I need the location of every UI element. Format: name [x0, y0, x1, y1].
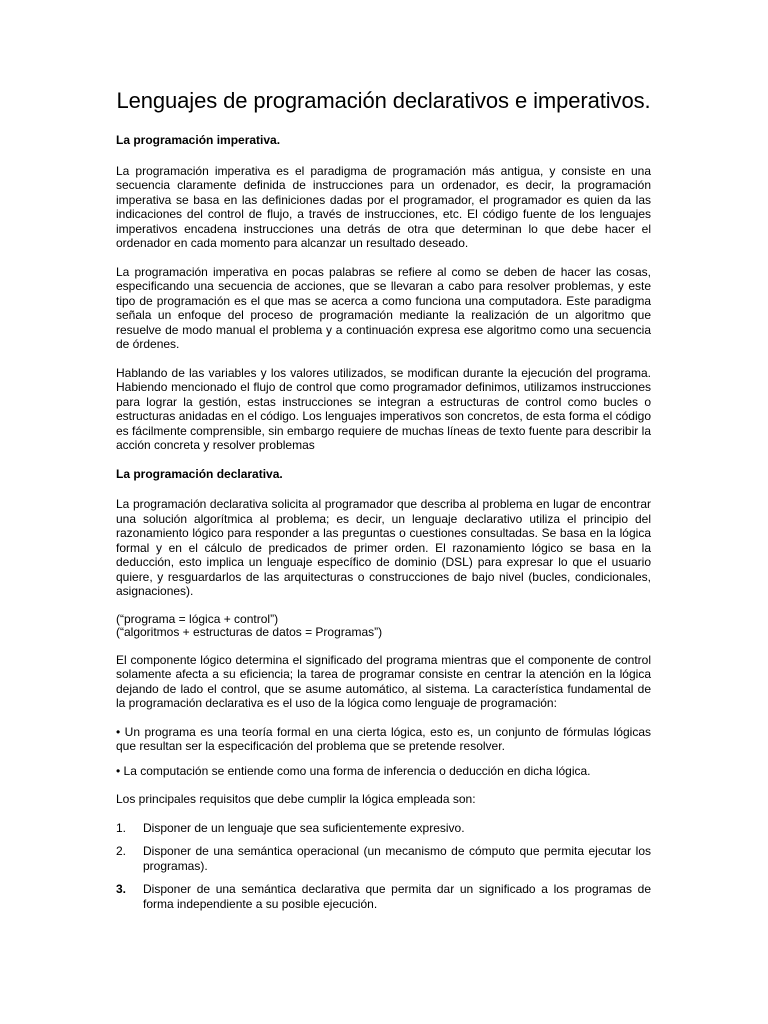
list-number: 1.	[116, 820, 127, 835]
bullet-item: • La computación se entiende como una forma de inferencia o deducción en dicha lógica.	[116, 763, 591, 778]
requirements-intro: Los principales requisitos que debe cumplir la lógica empleada son:	[116, 792, 476, 806]
document-page	[116, 86, 651, 920]
formula-line: (“programa = lógica + control”)	[116, 611, 279, 626]
bullet-item: • Un programa es una teoría formal en una cierta lógica, esto es, un conjunto de fórmulas lógicas que resultan ser la especificación del problema que se pretende resolver.	[116, 724, 651, 753]
imperative-paragraph: La programación imperativa es el paradigma de programación más antigua, y consiste en una secuencia claramente definida de instrucciones para un ordenador, es decir, la programación imperativa se basa en las definiciones dadas por el programador, el programador es quien da las indicaciones del control de flujo, a través de instrucciones, etc. El código fuente de los lenguajes imperativos encadena instrucciones una detrás de otra que determinan lo que debe hacer el ordenador en cada momento para alcanzar un resultado deseado.	[116, 163, 651, 250]
formula-line: (“algoritmos + estructuras de datos = Programas”)	[116, 624, 383, 639]
imperative-paragraph: La programación imperativa en pocas palabras se refiere al como se deben de hacer las cosas, especificando una secuencia de acciones, que se llevaran a cabo para resolver problemas, y este tipo de programación es el que mas se acerca a como funciona una computadora. Este paradigma señala un enfoque del proceso de programación mediante la realización de un algoritmo que resuelve de modo manual el problema y a continuación expresa ese algoritmo como una secuencia de órdenes.	[116, 264, 651, 351]
imperative-paragraph: Hablando de las variables y los valores utilizados, se modifican durante la ejecución del programa. Habiendo mencionado el flujo de control que como programador definimos, utilizamos instrucciones para lograr la gestión, estas instrucciones se integran a estructuras de control como bucles o estructuras anidadas en el código. Los lenguajes imperativos son concretos, de esta forma el código es fácilmente comprensible, sin embargo requiere de muchas líneas de texto fuente para describir la acción concreta y resolver problemas	[116, 365, 651, 452]
requirements-list	[116, 821, 651, 912]
formula-block	[116, 613, 651, 639]
list-item	[116, 821, 651, 836]
list-text: Disponer de un lenguaje que sea suficientemente expresivo.	[143, 820, 465, 835]
list-item	[116, 882, 651, 911]
list-text: Disponer de una semántica operacional (un mecanismo de cómputo que permita ejecutar los programas).	[143, 844, 651, 873]
list-item	[116, 844, 651, 873]
list-number: 3.	[116, 882, 127, 896]
document-title: Lenguajes de programación declarativos e imperativos.	[116, 88, 651, 113]
declarative-heading: La programación declarativa.	[116, 466, 283, 481]
list-text: Disponer de una semántica declarativa que permita dar un significado a los programas de forma independiente a su posible ejecución.	[143, 882, 651, 911]
list-number: 2.	[116, 844, 127, 858]
imperative-heading: La programación imperativa.	[116, 133, 281, 147]
declarative-paragraph: El componente lógico determina el significado del programa mientras que el componente de control solamente afecta a su eficiencia; la tarea de programar consiste en centrar la atención en la lógica dejando de lado el control, que se asume automático, al sistema. La característica fundamental de la programación declarativa es el uso de la lógica como lenguaje de programación:	[116, 652, 651, 710]
declarative-paragraph: La programación declarativa solicita al programador que describa al problema en lugar de encontrar una solución algorítmica al problema; es decir, un lenguaje declarativo utiliza el principio del razonamiento lógico para responder a las preguntas o cuestiones consultadas. Se basa en la lógica formal y en el cálculo de predicados de primer orden. El razonamiento lógico se basa en la deducción, esto implica un lenguaje específico de dominio (DSL) para expresar lo que el usuario quiere, y resguardarlos de las arquitecturas o construcciones de bajo nivel (bucles, condicionales, asignaciones).	[116, 497, 651, 598]
